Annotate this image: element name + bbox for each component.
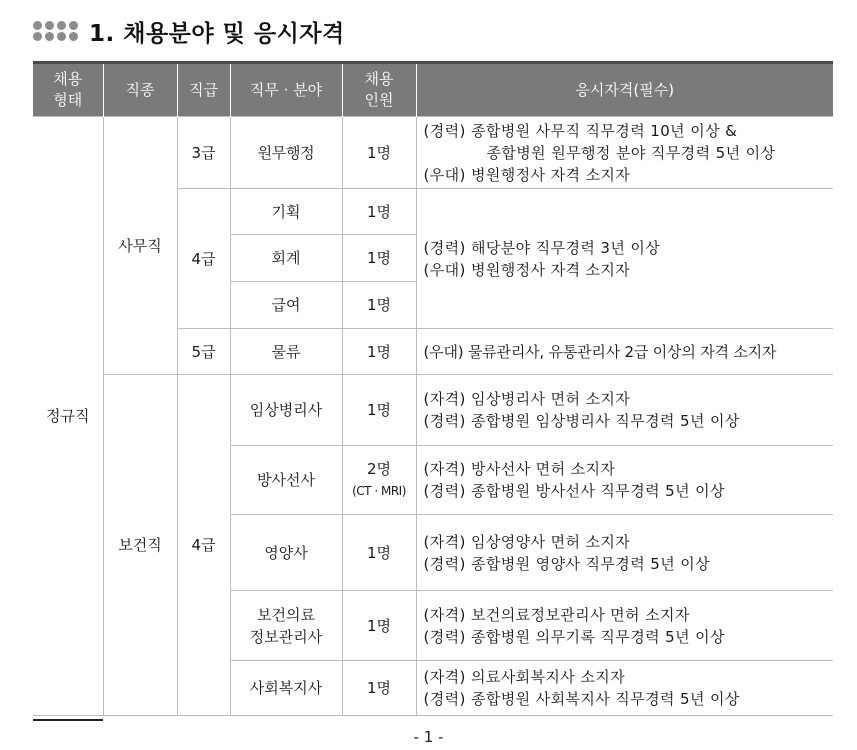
bottom-rule [33,719,103,721]
header-category: 직종 [103,63,177,117]
section-title: 1. 채용분야 및 응시자격 [89,20,345,47]
duty-cell: 급여 [230,282,342,329]
category-health: 보건직 [103,375,177,716]
duty-cell: 원무행정 [230,117,342,189]
count-cell: 2명 (CT · MRI) [342,446,416,515]
count-cell: 1명 [342,515,416,591]
qualification-cell: (자격) 의료사회복지사 소지자 (경력) 종합병원 사회복지사 직무경력 5년 이상 [416,661,833,716]
header-grade: 직급 [177,63,230,117]
count-cell: 1명 [342,117,416,189]
qualification-cell: (자격) 임상병리사 면허 소지자 (경력) 종합병원 임상병리사 직무경력 5년 이상 [416,375,833,446]
grade-cell: 5급 [177,329,230,375]
recruitment-table [33,61,833,716]
duty-cell: 보건의료 정보관리사 [230,591,342,661]
duty-cell: 물류 [230,329,342,375]
grade-cell: 4급 [177,189,230,329]
qualification-cell: (자격) 방사선사 면허 소지자 (경력) 종합병원 방사선사 직무경력 5년 이상 [416,446,833,515]
duty-cell: 회계 [230,235,342,282]
employment-type-cell: 정규직 [33,117,103,716]
qualification-cell: (우대) 물류관리사, 유통관리사 2급 이상의 자격 소지자 [416,329,833,375]
header-duty: 직무 · 분야 [230,63,342,117]
qualification-cell: (자격) 보건의료정보관리사 면허 소지자 (경력) 종합병원 의무기록 직무경력 5년 이상 [416,591,833,661]
table-row [33,375,833,446]
header-employment-type: 채용 형태 [33,63,103,117]
duty-cell: 기획 [230,189,342,235]
count-cell: 1명 [342,189,416,235]
duty-cell: 영양사 [230,515,342,591]
header-qualification: 응시자격(필수) [416,63,833,117]
section-heading [33,14,345,48]
table-row [33,117,833,189]
qualification-cell: (경력) 종합병원 사무직 직무경력 10년 이상 & 종합병원 원무행정 분야 직무경력 5년 이상 (우대) 병원행정사 자격 소지자 [416,117,833,189]
category-office: 사무직 [103,117,177,375]
bullet-dots-icon [33,21,79,42]
table-header-row [33,63,833,117]
count-cell: 1명 [342,661,416,716]
duty-cell: 임상병리사 [230,375,342,446]
count-cell: 1명 [342,329,416,375]
qualification-cell: (자격) 임상영양사 면허 소지자 (경력) 종합병원 영양사 직무경력 5년 이상 [416,515,833,591]
duty-cell: 사회복지사 [230,661,342,716]
grade-cell: 4급 [177,375,230,716]
duty-cell: 방사선사 [230,446,342,515]
count-cell: 1명 [342,591,416,661]
count-cell: 1명 [342,282,416,329]
qualification-cell: (경력) 해당분야 직무경력 3년 이상 (우대) 병원행정사 자격 소지자 [416,189,833,329]
count-note: (CT · MRI) [352,484,406,498]
count-cell: 1명 [342,375,416,446]
page-number: - 1 - [413,728,444,746]
header-count: 채용 인원 [342,63,416,117]
grade-cell: 3급 [177,117,230,189]
count-cell: 1명 [342,235,416,282]
